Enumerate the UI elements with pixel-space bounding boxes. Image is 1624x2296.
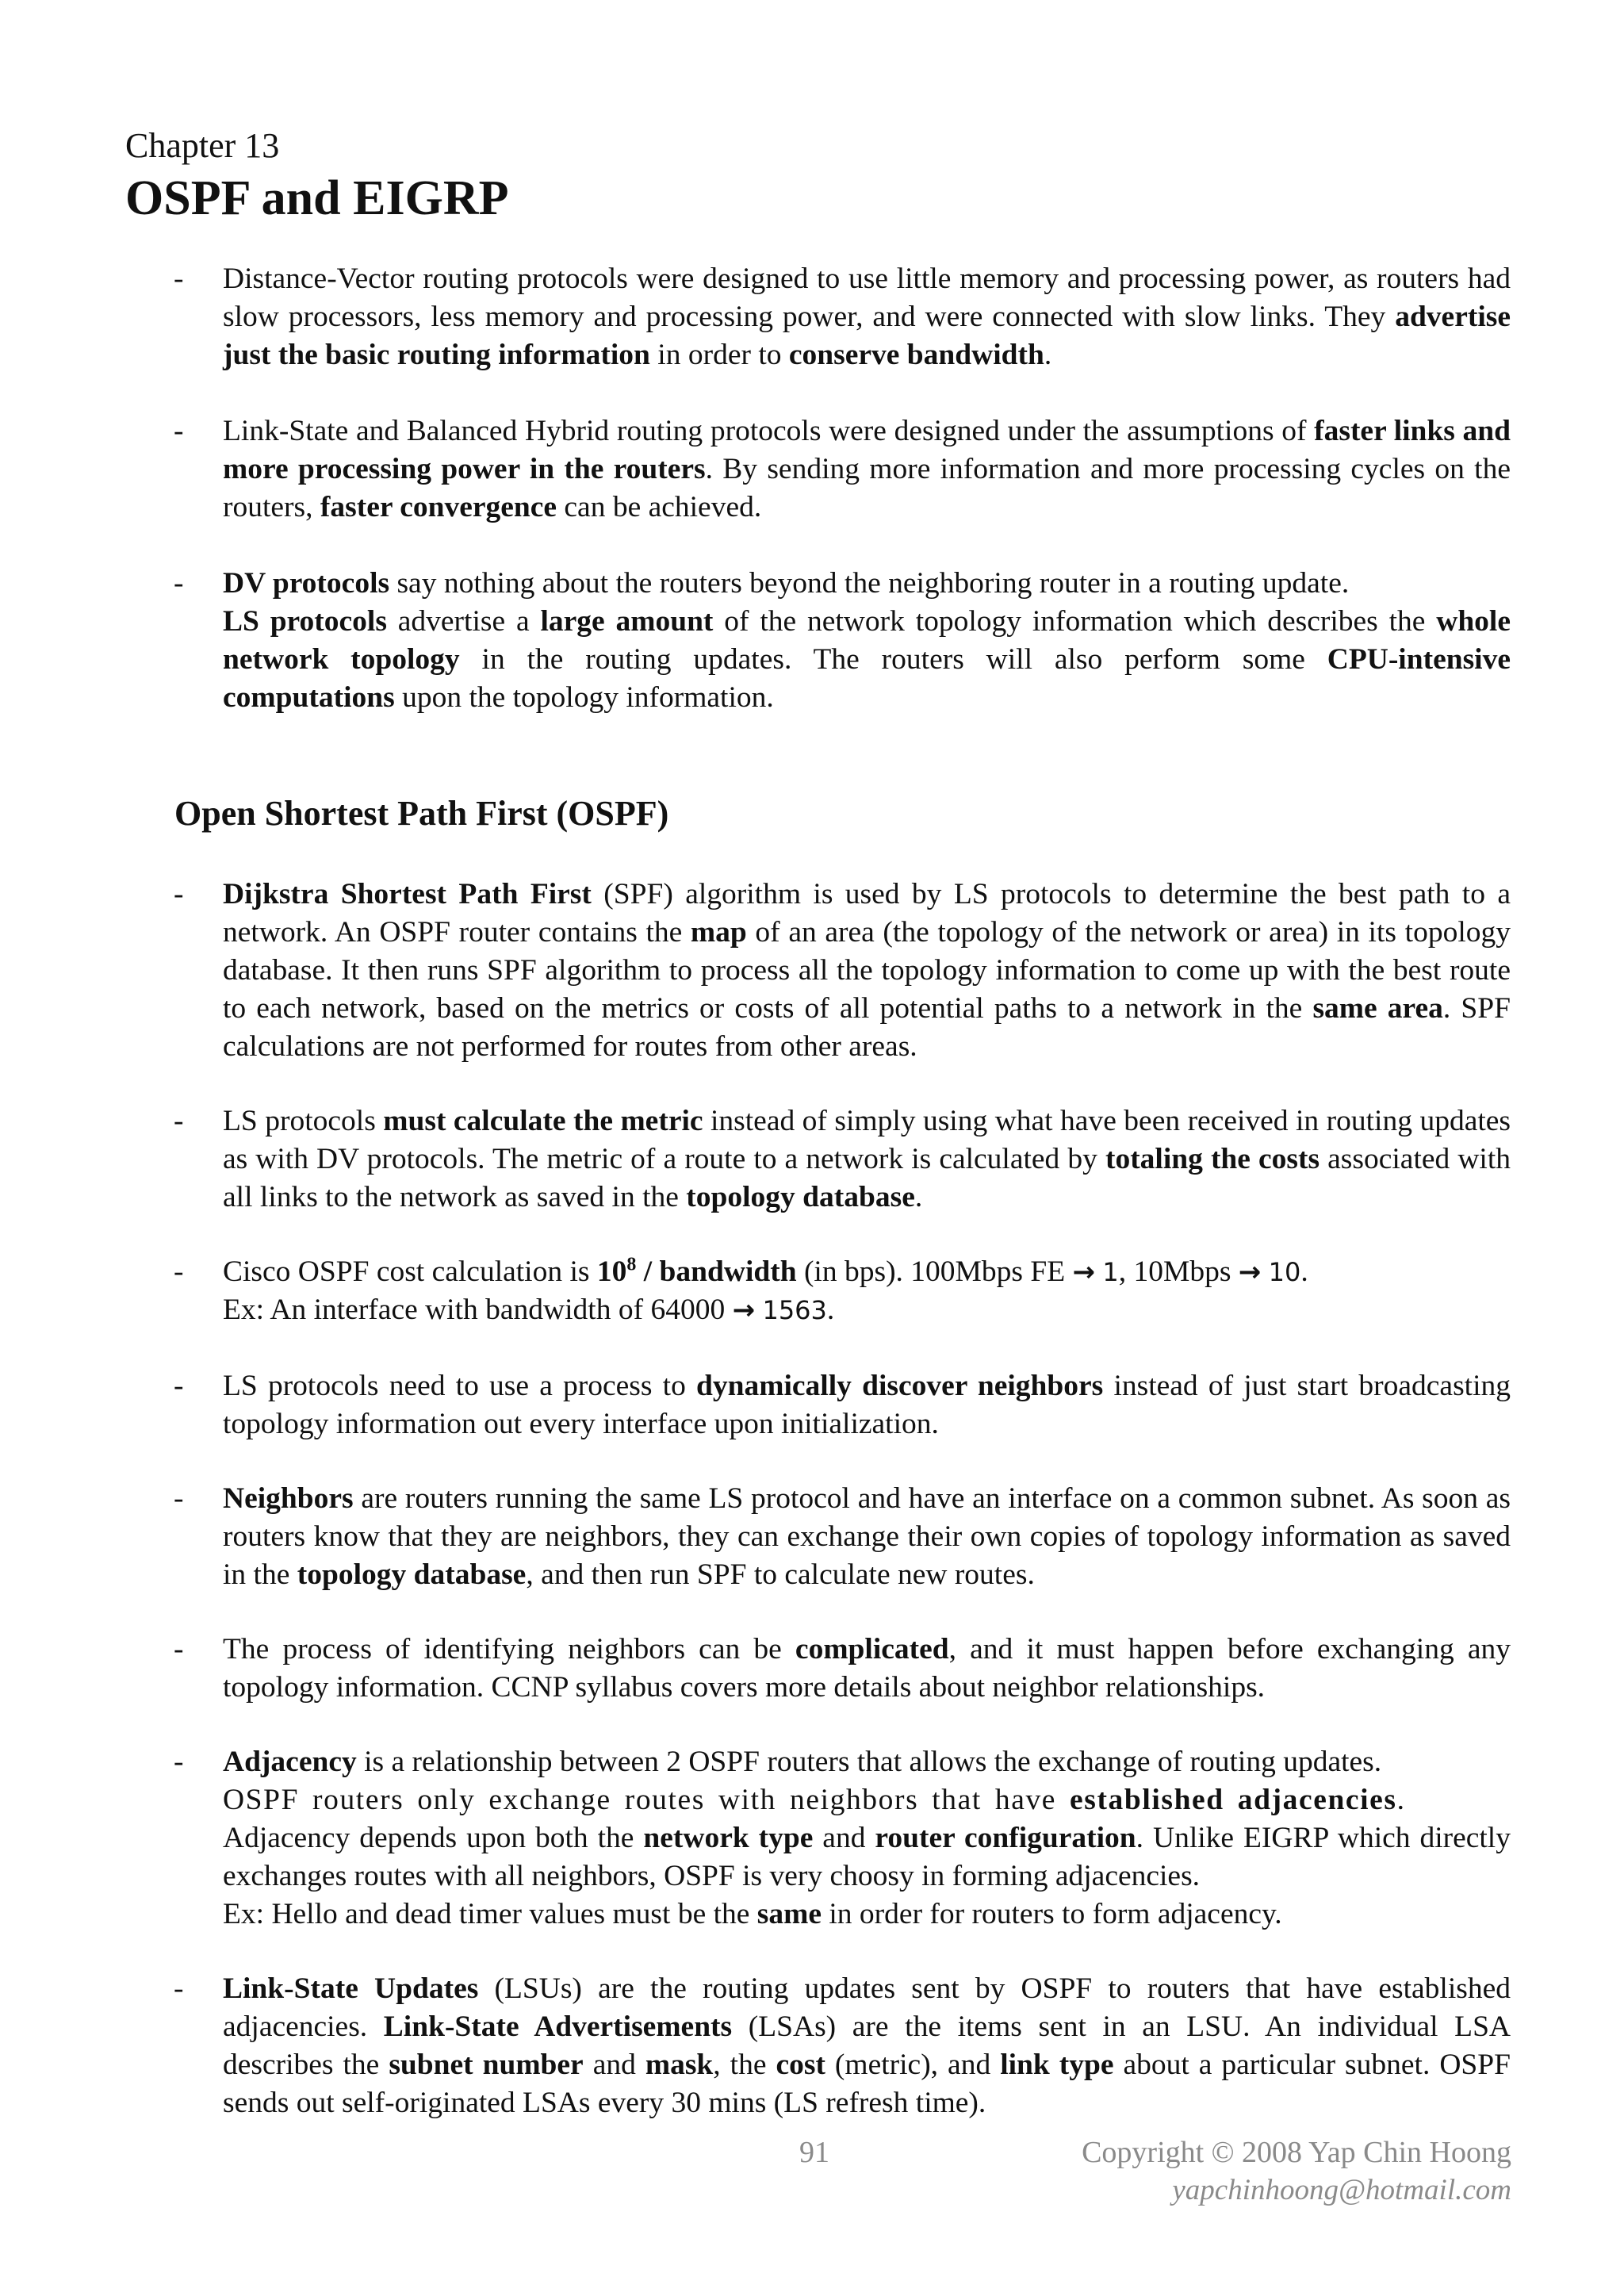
text-run: Adjacency depends upon both the bbox=[223, 1822, 644, 1854]
bold-text: link type bbox=[1000, 2049, 1114, 2081]
chapter-title: OSPF and EIGRP bbox=[125, 171, 509, 225]
text-run: (SPF) algorithm is used by LS protocols to determine the best path to a network. An OSPF router contains the bbox=[223, 878, 1511, 949]
bullet-text bbox=[223, 876, 1511, 1066]
bold-text: mask bbox=[645, 2049, 714, 2081]
bold-text: subnet number bbox=[389, 2049, 584, 2081]
bold-text: faster links and more processing power in the routers bbox=[223, 415, 1511, 485]
text-run: in the routing updates. The routers will also perform some bbox=[459, 643, 1327, 676]
ospf-bullet-dijkstra bbox=[174, 876, 1511, 1066]
bold-text: Link-State Advertisements bbox=[383, 2010, 733, 2043]
bullet-text bbox=[223, 1253, 1511, 1329]
superscript: 8 bbox=[626, 1254, 637, 1275]
bold-text: network type bbox=[643, 1822, 814, 1854]
page-number: 91 bbox=[799, 2136, 829, 2169]
text-run: are routers running the same LS protocol and have an interface on a common subnet. As soon as routers know that they are neighbors, they can exchange their own copies of topology information as saved in the bbox=[223, 1482, 1511, 1591]
text-run: (metric), and bbox=[825, 2049, 1001, 2081]
text-run: advertise a bbox=[386, 605, 541, 638]
text-run: LS protocols need to use a process to bbox=[223, 1370, 697, 1402]
code-value: 10 bbox=[1268, 1257, 1301, 1287]
bullet-dash: - bbox=[174, 1482, 184, 1515]
intro-bullet-link-state bbox=[174, 412, 1511, 527]
bullet-dash: - bbox=[174, 1972, 184, 2005]
text-run: say nothing about the routers beyond the neighboring router in a routing update. bbox=[389, 567, 1350, 600]
bullet-dash: - bbox=[174, 1370, 184, 1402]
bullet-text bbox=[223, 565, 1511, 717]
text-run: can be achieved. bbox=[557, 491, 762, 523]
ospf-bullet-lsu-lsa bbox=[174, 1970, 1511, 2122]
bullet-text bbox=[223, 1480, 1511, 1594]
bold-text: Dijkstra Shortest Path First bbox=[223, 878, 592, 910]
bullet-text bbox=[223, 1743, 1511, 1934]
section-heading-ospf: Open Shortest Path First (OSPF) bbox=[174, 794, 669, 833]
text-run: The process of identifying neighbors can be bbox=[223, 1633, 795, 1665]
text-run: and bbox=[813, 1822, 875, 1854]
text-run: , 10Mbps bbox=[1118, 1255, 1239, 1288]
bold-text: router configuration bbox=[875, 1822, 1136, 1854]
text-run: is a relationship between 2 OSPF routers that allows the exchange of routing updates. bbox=[356, 1746, 1382, 1778]
text-run: / bandwidth bbox=[636, 1255, 797, 1288]
text-run: . Unlike EIGRP which directly exchanges routes with all neighbors, OSPF is very choosy in forming adjacencies. bbox=[223, 1822, 1511, 1892]
chapter-label: Chapter 13 bbox=[125, 126, 280, 165]
bold-text: must calculate the metric bbox=[383, 1105, 703, 1137]
ospf-bullet-cost-calculation bbox=[174, 1253, 1511, 1329]
ospf-bullet-metric bbox=[174, 1102, 1511, 1217]
bold-text: dynamically discover neighbors bbox=[696, 1370, 1104, 1402]
bullet-text bbox=[223, 412, 1511, 527]
text-run: Ex: An interface with bandwidth of 64000 bbox=[223, 1294, 733, 1326]
bold-text: same bbox=[756, 1898, 822, 1930]
code-value: 1 bbox=[1102, 1257, 1119, 1287]
author-email: yapchinhoong@hotmail.com bbox=[1172, 2174, 1511, 2206]
ospf-bullet-neighbors bbox=[174, 1480, 1511, 1594]
text-run: (LSAs) are the items sent in an LSU. An individual LSA describes the bbox=[223, 2010, 1511, 2081]
bold-text: topology database bbox=[686, 1181, 915, 1213]
ospf-bullet-adjacency bbox=[174, 1743, 1511, 1934]
bold-text: CPU-intensive computations bbox=[223, 643, 1511, 714]
bold-text: advertise just the basic routing information bbox=[223, 301, 1511, 371]
ospf-bullet-discover-neighbors bbox=[174, 1367, 1511, 1443]
text-run: . bbox=[1300, 1255, 1308, 1288]
text-run: , and it must happen before exchanging any topology information. CCNP syllabus covers more details about neighbor relationships. bbox=[223, 1633, 1511, 1704]
bold-text: large amount bbox=[540, 605, 714, 638]
arrow-right-icon: → bbox=[1238, 1256, 1262, 1288]
text-run: of the network topology information which describes the bbox=[713, 605, 1437, 638]
bullet-text bbox=[223, 1631, 1511, 1707]
text-run: . bbox=[1396, 1784, 1406, 1816]
text-run: 10 bbox=[596, 1255, 627, 1288]
text-run: . By sending more information and more processing cycles on the routers, bbox=[223, 453, 1511, 523]
bold-text: Adjacency bbox=[223, 1746, 357, 1778]
text-run: . bbox=[1044, 339, 1052, 371]
code-value: 1563 bbox=[762, 1295, 827, 1325]
text-run: of an area (the topology of the network or area) in its topology database. It then runs SPF algorithm to process all the topology information to come up with the best route to each network, based on the metrics or costs of all potential paths to a network in the bbox=[223, 916, 1511, 1025]
bold-text: Link-State Updates bbox=[223, 1972, 479, 2005]
text-run: , the bbox=[713, 2049, 776, 2081]
text-run: and bbox=[583, 2049, 645, 2081]
bold-text: faster convergence bbox=[320, 491, 557, 523]
ospf-bullet-identifying-neighbors bbox=[174, 1631, 1511, 1707]
copyright-notice: Copyright © 2008 Yap Chin Hoong bbox=[1082, 2136, 1511, 2169]
bullet-dash: - bbox=[174, 1255, 184, 1288]
text-run: . bbox=[826, 1294, 835, 1326]
bullet-text bbox=[223, 1102, 1511, 1217]
text-run: in order to bbox=[649, 339, 789, 371]
bullet-dash: - bbox=[174, 1633, 184, 1665]
text-run: (LSUs) are the routing updates sent by OSPF to routers that have established adjacencies. bbox=[223, 1972, 1511, 2043]
arrow-right-icon: → bbox=[1072, 1256, 1095, 1288]
text-run: Ex: Hello and dead timer values must be the bbox=[223, 1898, 757, 1930]
bullet-dash: - bbox=[174, 878, 184, 910]
bold-text: topology database bbox=[297, 1558, 527, 1591]
bold-text: DV protocols bbox=[223, 567, 390, 600]
text-run: Distance-Vector routing protocols were designed to use little memory and processing power, as routers had slow processors, less memory and processing power, and were connected with slow links. They bbox=[223, 263, 1511, 333]
bold-text: cost bbox=[776, 2049, 825, 2081]
text-run: in order for routers to form adjacency. bbox=[822, 1898, 1282, 1930]
text-run: instead of just start broadcasting topology information out every interface upon initialization. bbox=[223, 1370, 1511, 1440]
bullet-dash: - bbox=[174, 1105, 184, 1137]
text-run: . bbox=[914, 1181, 923, 1213]
bullet-text bbox=[223, 1970, 1511, 2122]
bullet-text bbox=[223, 260, 1511, 374]
text-run: associated with all links to the network as saved in the bbox=[223, 1143, 1511, 1213]
bold-text: Neighbors bbox=[223, 1482, 354, 1515]
text-run: about a particular subnet. OSPF sends out self-originated LSAs every 30 mins (LS refresh time). bbox=[223, 2049, 1511, 2119]
text-run: OSPF routers only exchange routes with neighbors that have bbox=[223, 1784, 1071, 1816]
bullet-dash: - bbox=[174, 263, 184, 295]
bullet-dash: - bbox=[174, 415, 184, 447]
text-run: (in bps). 100Mbps FE bbox=[796, 1255, 1073, 1288]
text-run: instead of simply using what have been received in routing updates as with DV protocols. The metric of a route to a network is calculated by bbox=[223, 1105, 1511, 1175]
intro-bullet-dv-vs-ls bbox=[174, 565, 1511, 717]
text-run: Link-State and Balanced Hybrid routing protocols were designed under the assumptions of bbox=[223, 415, 1315, 447]
bold-text: LS protocols bbox=[223, 605, 387, 638]
bold-text: map bbox=[690, 916, 747, 949]
intro-bullet-distance-vector bbox=[174, 260, 1511, 374]
bold-text: whole network topology bbox=[223, 605, 1511, 676]
bold-text: totaling the costs bbox=[1105, 1143, 1320, 1175]
bold-text: established adjacencies bbox=[1070, 1784, 1397, 1816]
text-run: , and then run SPF to calculate new routes. bbox=[526, 1558, 1035, 1591]
bold-text: same area bbox=[1312, 992, 1443, 1025]
bullet-dash: - bbox=[174, 567, 184, 600]
text-run: . SPF calculations are not performed for routes from other areas. bbox=[223, 992, 1511, 1063]
text-run: LS protocols bbox=[223, 1105, 384, 1137]
text-run: upon the topology information. bbox=[394, 681, 774, 714]
bold-text: complicated bbox=[795, 1633, 949, 1665]
bullet-text bbox=[223, 1367, 1511, 1443]
text-run: Cisco OSPF cost calculation is bbox=[223, 1255, 597, 1288]
bold-text bbox=[597, 1255, 797, 1288]
arrow-right-icon: → bbox=[732, 1294, 756, 1326]
bold-text: conserve bandwidth bbox=[788, 339, 1044, 371]
bullet-dash: - bbox=[174, 1746, 184, 1778]
